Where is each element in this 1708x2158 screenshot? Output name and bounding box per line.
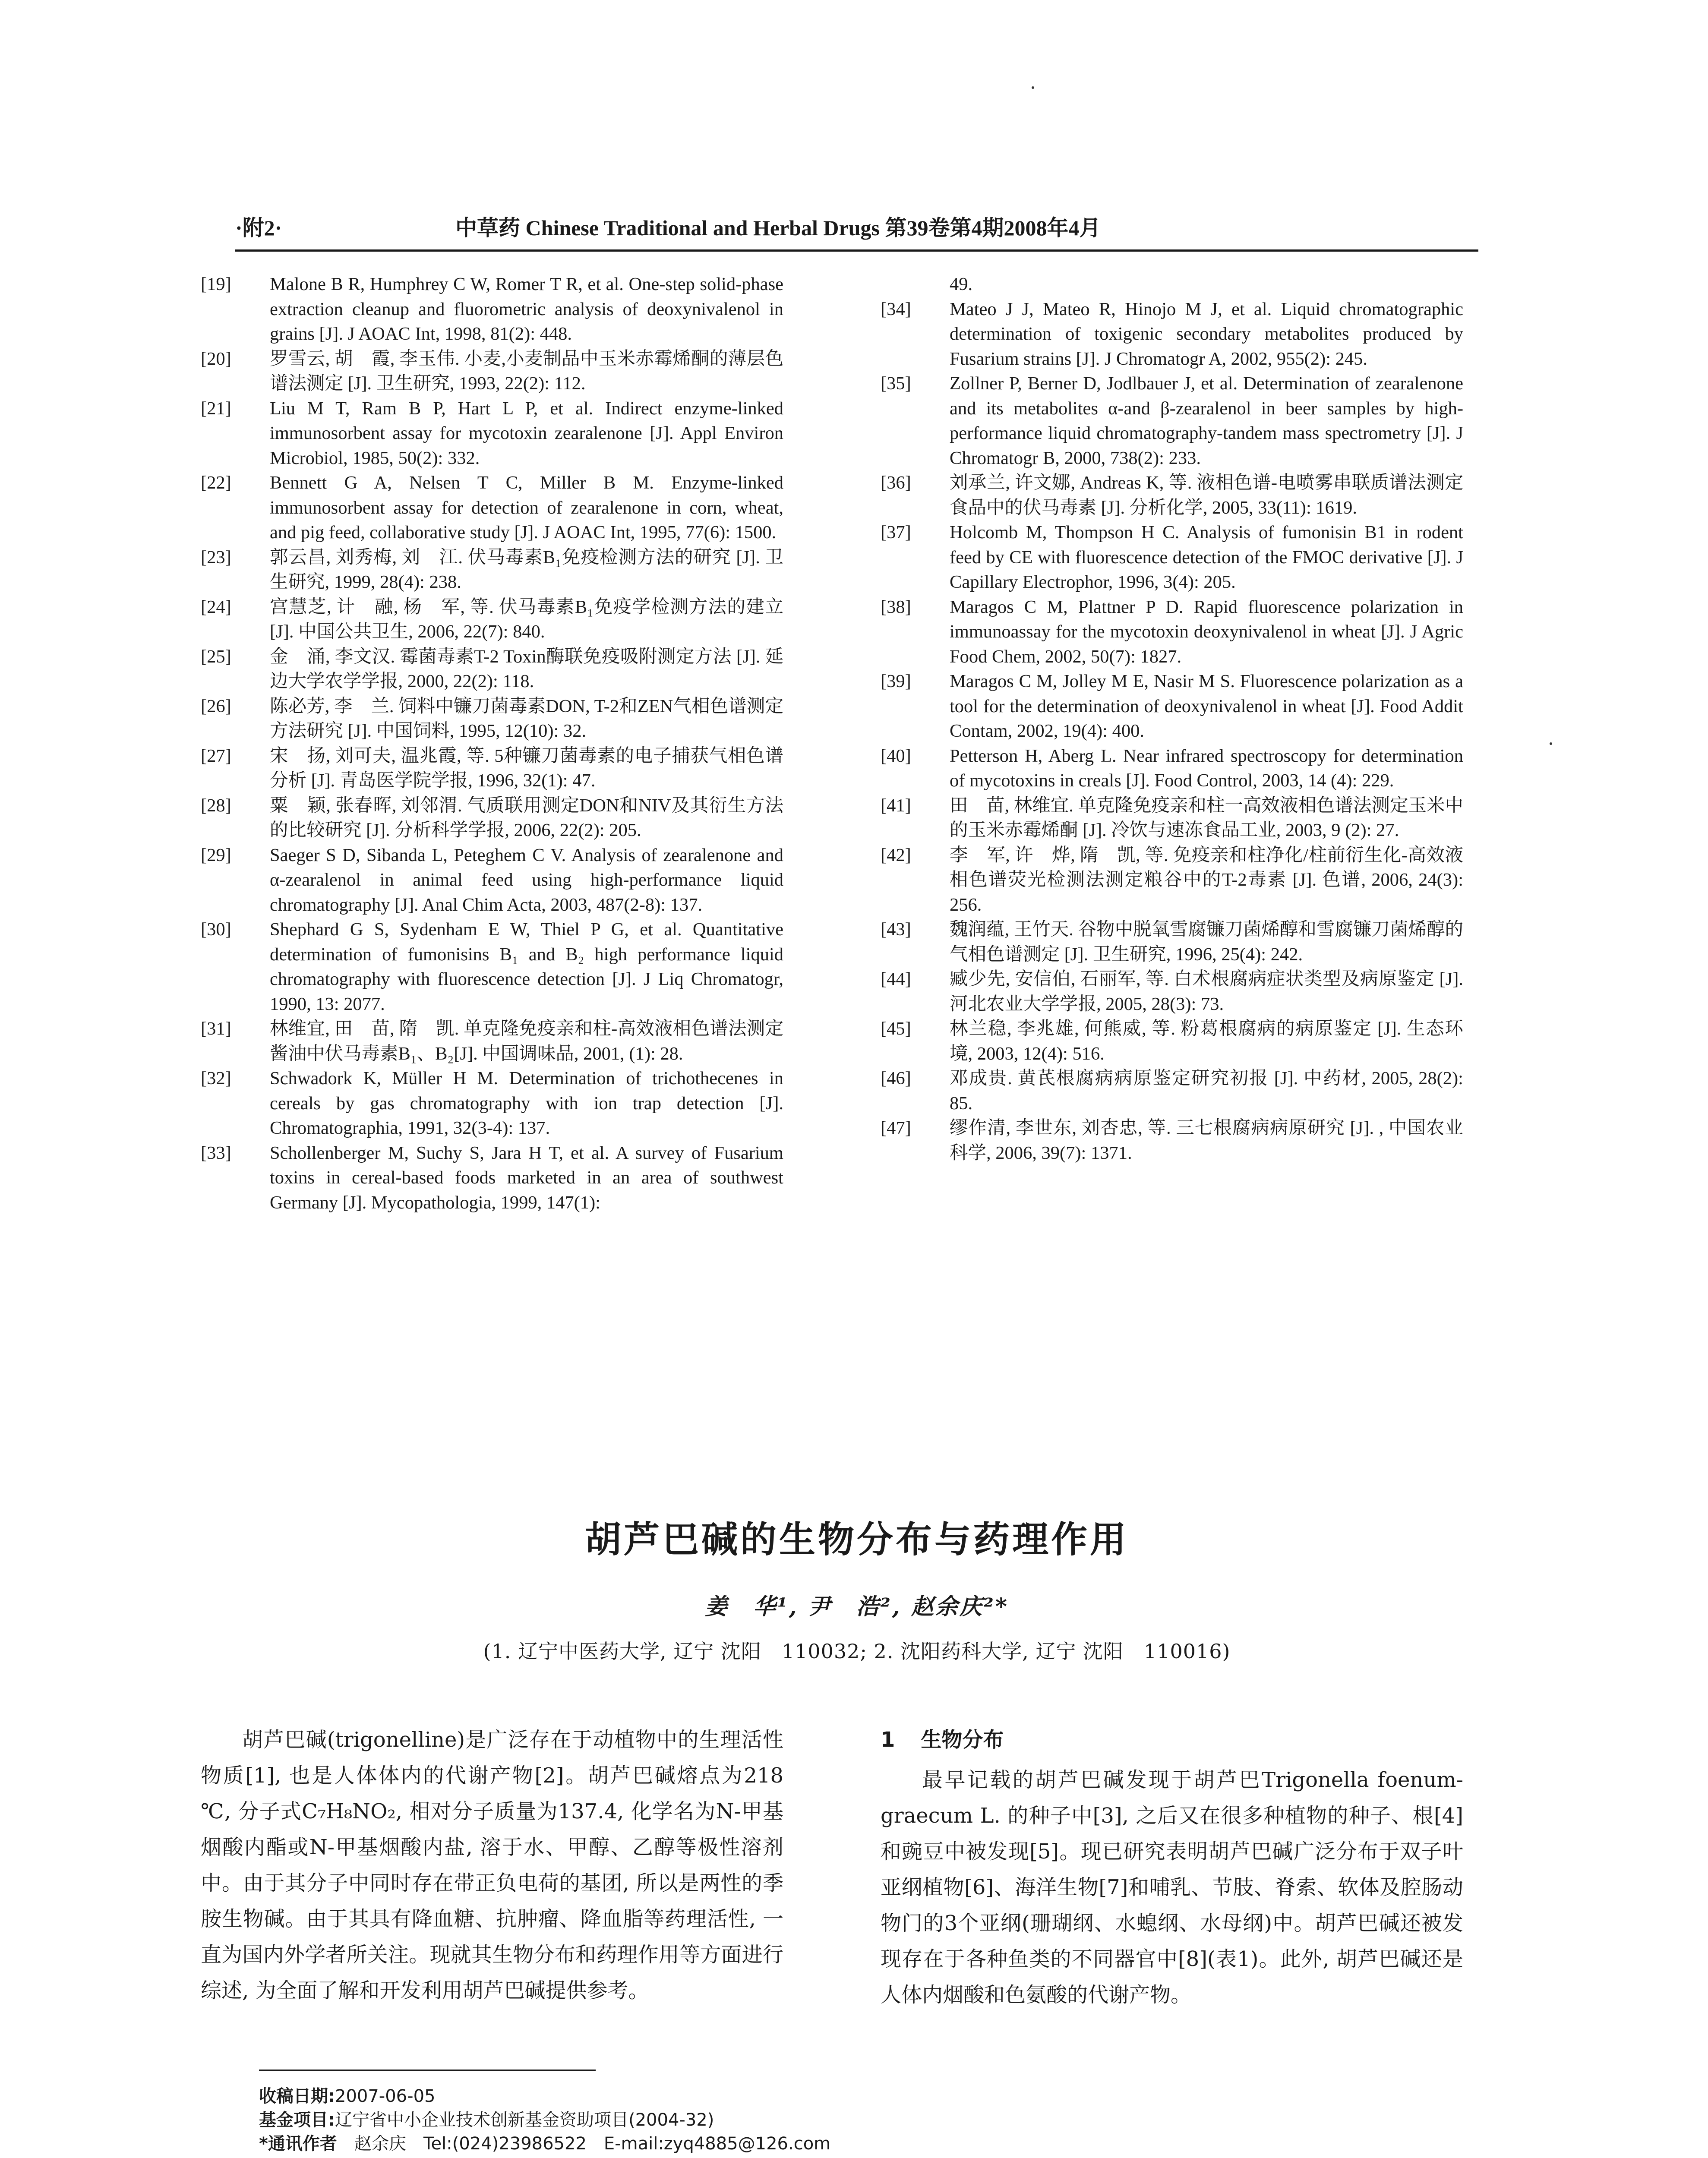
- reference-number: [36]: [881, 473, 911, 493]
- reference-text: 陈必芳, 李 兰. 饲料中镰刀菌毒素DON, T-2和ZEN气相色谱测定方法研究 [J]. 中国饲料, 1995, 12(10): 32.: [270, 696, 783, 741]
- reference-number: [27]: [201, 745, 231, 766]
- reference-text: Petterson H, Aberg L. Near infrared spectroscopy for determination of mycotoxins in creals [J]. Food Control, 2003, 14 (4): 229.: [950, 745, 1463, 791]
- reference-number: [26]: [201, 696, 231, 716]
- reference-number: [42]: [881, 845, 911, 865]
- references-right-column: [881, 272, 1463, 1165]
- reference-text: Maragos C M, Plattner P D. Rapid fluorescence polarization in immunoassay for the mycotoxin deoxynivalenol in wheat [J]. J Agric Food Chem, 2002, 50(7): 1827.: [950, 596, 1463, 667]
- reference-number: [20]: [201, 348, 231, 369]
- reference-number: [35]: [881, 373, 911, 394]
- fund-info: 基金项目:辽宁省中小企业技术创新基金资助项目(2004-32): [259, 2110, 714, 2130]
- reference-text: 林维宜, 田 苗, 隋 凯. 单克隆免疫亲和柱-高效液相色谱法测定酱油中伏马毒素B₁、B₂[J]. 中国调味品, 2001, (1): 28.: [270, 1019, 783, 1064]
- section-number: 1: [881, 1728, 895, 1752]
- section-heading: [881, 1722, 1463, 1758]
- reference-entry: [881, 595, 1463, 669]
- reference-entry: [201, 694, 783, 744]
- reference-number: [41]: [881, 795, 911, 816]
- article-title: 胡芦巴碱的生物分布与药理作用: [584, 1518, 1129, 1561]
- reference-text: 郭云昌, 刘秀梅, 刘 江. 伏马毒素B₁免疫检测方法的研究 [J]. 卫生研究, 1999, 28(4): 238.: [270, 547, 783, 592]
- reference-number: [37]: [881, 522, 911, 543]
- reference-entry: [881, 669, 1463, 744]
- scan-speck: [1550, 742, 1552, 745]
- reference-entry: [201, 1016, 783, 1066]
- journal-header: 中草药 Chinese Traditional and Herbal Drugs 第39卷第4期2008年4月: [455, 216, 1101, 240]
- running-header: [235, 207, 1478, 242]
- reference-number: [34]: [881, 299, 911, 319]
- reference-number: [44]: [881, 969, 911, 989]
- corresponding-author: *通讯作者 赵余庆 Tel:(024)23986522 E-mail:zyq4885@126.com: [259, 2134, 831, 2154]
- reference-text: Schwadork K, Müller H M. Determination of trichothecenes in cereals by gas chromatography with ion trap detection [J]. Chromatographia, 1991, 32(3-4): 137.: [270, 1068, 783, 1138]
- reference-number: [30]: [201, 919, 231, 940]
- reference-text: Saeger S D, Sibanda L, Peteghem C V. Analysis of zearalenone and α-zearalenol in animal feed using high-performance liquid chromatography [J]. Anal Chim Acta, 2003, 487(2-8): 137.: [270, 845, 783, 915]
- reference-number: [38]: [881, 596, 911, 617]
- reference-number: [39]: [881, 671, 911, 691]
- reference-entry: [201, 1066, 783, 1141]
- reference-text: Zollner P, Berner D, Jodlbauer J, et al. Determination of zearalenone and its metabolites α-and β-zearalenol in beer samples by high-performance liquid chromatography-tandem mass spectrometry [J]. J Chromatogr B, 2000, 738(2): 233.: [950, 373, 1463, 468]
- reference-text: 金 涌, 李文汉. 霉菌毒素T-2 Toxin酶联免疫吸附测定方法 [J]. 延边大学农学学报, 2000, 22(2): 118.: [270, 646, 783, 691]
- reference-text: Schollenberger M, Suchy S, Jara H T, et al. A survey of Fusarium toxins in cereal-based foods marketed in an area of southwest Germany [J]. Mycopathologia, 1999, 147(1):: [270, 1142, 783, 1213]
- reference-number: [32]: [201, 1068, 231, 1088]
- reference-entry: [201, 1141, 783, 1215]
- reference-text: Malone B R, Humphrey C W, Romer T R, et al. One-step solid-phase extraction cleanup and fluorometric analysis of deoxynivalenol in grains [J]. J AOAC Int, 1998, 81(2): 448.: [270, 274, 783, 344]
- footnote-rule: [259, 2070, 596, 2071]
- reference-text: Shephard G S, Sydenham E W, Thiel P G, et al. Quantitative determination of fumonisins B₁ and B₂ high performance liquid chromatography with fluorescence detection [J]. J Liq Chromatogr, 1990, 13: 2077.: [270, 919, 783, 1014]
- section-title: 生物分布: [921, 1728, 1004, 1752]
- reference-text: 宫慧芝, 计 融, 杨 军, 等. 伏马毒素B₁免疫学检测方法的建立 [J]. 中国公共卫生, 2006, 22(7): 840.: [270, 596, 783, 642]
- reference-entry: [201, 644, 783, 694]
- reference-entry: [201, 793, 783, 843]
- reference-entry: [881, 1066, 1463, 1116]
- article-affiliation: (1. 辽宁中医药大学, 辽宁 沈阳 110032; 2. 沈阳药科大学, 辽宁 沈阳 110016): [483, 1640, 1231, 1663]
- reference-text: 魏润蕴, 王竹天. 谷物中脱氧雪腐镰刀菌烯醇和雪腐镰刀菌烯醇的气相色谱测定 [J]. 卫生研究, 1996, 25(4): 242.: [950, 919, 1464, 965]
- reference-text: Bennett G A, Nelsen T C, Miller B M. Enzyme-linked immunosorbent assay for detection of zearalenone in corn, wheat, and pig feed, collaborative study [J]. J AOAC Int, 1995, 77(6): 1500.: [270, 473, 783, 543]
- reference-text: Holcomb M, Thompson H C. Analysis of fumonisin B1 in rodent feed by CE with fluorescence detection of the FMOC derivative [J]. J Capillary Electrophor, 1996, 3(4): 205.: [950, 522, 1463, 592]
- reference-entry: [201, 917, 783, 1016]
- reference-number: [47]: [881, 1118, 911, 1138]
- reference-entry: [881, 371, 1463, 470]
- reference-number: [22]: [201, 473, 231, 493]
- reference-text: 宋 扬, 刘可夫, 温兆霞, 等. 5种镰刀菌毒素的电子捕获气相色谱分析 [J]. 青岛医学院学报, 1996, 32(1): 47.: [270, 745, 783, 791]
- reference-entry: [881, 843, 1463, 918]
- reference-entry: [201, 347, 783, 396]
- reference-text: 臧少先, 安信伯, 石丽军, 等. 白术根腐病症状类型及病原鉴定 [J]. 河北农业大学学报, 2005, 28(3): 73.: [950, 969, 1463, 1014]
- reference-entry: [201, 470, 783, 545]
- reference-entry: [881, 967, 1463, 1016]
- reference-entry: [881, 793, 1463, 843]
- reference-number: [24]: [201, 596, 231, 617]
- reference-text: 罗雪云, 胡 霞, 李玉伟. 小麦,小麦制品中玉米赤霉烯酮的薄层色谱法测定 [J]. 卫生研究, 1993, 22(2): 112.: [270, 348, 783, 394]
- reference-text: 粟 颖, 张春晖, 刘邻渭. 气质联用测定DON和NIV及其衍生方法的比较研究 [J]. 分析科学学报, 2006, 22(2): 205.: [270, 795, 783, 840]
- reference-text: 林兰稳, 李兆雄, 何熊威, 等. 粉葛根腐病的病原鉴定 [J]. 生态环境, 2003, 12(4): 516.: [950, 1019, 1463, 1064]
- reference-entry: [201, 545, 783, 595]
- reference-entry: [881, 520, 1463, 595]
- reference-text: Maragos C M, Jolley M E, Nasir M S. Fluorescence polarization as a tool for the determination of deoxynivalenol in wheat [J]. Food Addit Contam, 2002, 19(4): 400.: [950, 671, 1463, 741]
- reference-number: [21]: [201, 398, 231, 419]
- reference-number: [19]: [201, 274, 231, 294]
- reference-continuation: 49.: [950, 274, 973, 294]
- reference-text: Liu M T, Ram B P, Hart L P, et al. Indirect enzyme-linked immunosorbent assay for mycotoxin zearalenone [J]. Appl Environ Microbiol, 1985, 50(2): 332.: [270, 398, 783, 468]
- intro-paragraph: 胡芦巴碱(trigonelline)是广泛存在于动植物中的生理活性物质[1], 也是人体体内的代谢产物[2]。胡芦巴碱熔点为218 ℃, 分子式C₇H₈NO₂, 相对分子质量为137.4, 化学名为N-甲基烟酸内酯或N-甲基烟酸内盐, 溶于水、甲醇、乙醇等极性溶剂中。由于其分子中同时存在带正负电荷的基团, 所以是两性的季胺生物碱。由于其具有降血糖、抗肿瘤、降血脂等药理活性, 一直为国内外学者所关注。现就其生物分布和药理作用等方面进行综述, 为全面了解和开发利用胡芦巴碱提供参考。: [201, 1728, 783, 2003]
- reference-number: [45]: [881, 1019, 911, 1039]
- section-paragraph: 最早记载的胡芦巴碱发现于胡芦巴Trigonella foenum-graecum L. 的种子中[3], 之后又在很多种植物的种子、根[4]和豌豆中被发现[5]。现已研究表明胡芦巴碱广泛分布于双子叶亚纲植物[6]、海洋生物[7]和哺乳、节肢、脊索、软体及腔肠动物门的3个亚纲(珊瑚纲、水螅纲、水母纲)中。胡芦巴碱还被发现存在于各种鱼类的不同器官中[8](表1)。此外, 胡芦巴碱还是人体内烟酸和色氨酸的代谢产物。: [881, 1768, 1463, 2007]
- page-label: ·附2·: [235, 216, 282, 240]
- reference-text: Mateo J J, Mateo R, Hinojo M J, et al. Liquid chromatographic determination of toxigenic secondary metabolites produced by Fusarium strains [J]. J Chromatogr A, 2002, 955(2): 245.: [950, 299, 1463, 369]
- reference-entry: [201, 396, 783, 471]
- reference-entry: [881, 744, 1463, 793]
- article-authors: 姜 华¹, 尹 浩², 赵余庆²*: [705, 1593, 1009, 1620]
- reference-number: [46]: [881, 1068, 911, 1088]
- reference-entry: [881, 917, 1463, 967]
- reference-number: [43]: [881, 919, 911, 940]
- reference-entry: [201, 272, 783, 347]
- reference-number: [25]: [201, 646, 231, 667]
- reference-number: [29]: [201, 845, 231, 865]
- reference-entry: [201, 744, 783, 793]
- reference-text: 刘承兰, 许文娜, Andreas K, 等. 液相色谱-电喷雾串联质谱法测定食品中的伏马毒素 [J]. 分析化学, 2005, 33(11): 1619.: [950, 473, 1463, 518]
- references-left-column: [201, 272, 783, 1215]
- reference-entry: [201, 843, 783, 918]
- reference-entry: [881, 297, 1463, 372]
- received-date: 收稿日期:2007-06-05: [259, 2086, 436, 2106]
- scan-speck: [1032, 86, 1034, 89]
- reference-entry: [881, 1016, 1463, 1066]
- reference-number: [31]: [201, 1019, 231, 1039]
- reference-number: [33]: [201, 1142, 231, 1163]
- section-biodistribution: [881, 1722, 1463, 2013]
- reference-number: [28]: [201, 795, 231, 816]
- reference-number: [23]: [201, 547, 231, 568]
- reference-text: 邓成贵. 黄芪根腐病病原鉴定研究初报 [J]. 中药材, 2005, 28(2): 85.: [950, 1068, 1463, 1114]
- reference-entry: [881, 1116, 1463, 1165]
- reference-text: 田 苗, 林维宜. 单克隆免疫亲和柱一高效液相色谱法测定玉米中的玉米赤霉烯酮 [J]. 冷饮与速冻食品工业, 2003, 9 (2): 27.: [950, 795, 1464, 840]
- reference-text: 李 军, 许 烨, 隋 凯, 等. 免疫亲和柱净化/柱前衍生化-高效液相色谱荧光检测法测定粮谷中的T-2毒素 [J]. 色谱, 2006, 24(3): 256.: [950, 845, 1463, 915]
- reference-entry: [881, 470, 1463, 520]
- reference-entry: [201, 595, 783, 644]
- header-rule: [235, 249, 1478, 252]
- reference-number: [40]: [881, 745, 911, 766]
- footnotes: [259, 2085, 1036, 2156]
- reference-text: 缪作清, 李世东, 刘杏忠, 等. 三七根腐病病原研究 [J]. , 中国农业科学, 2006, 39(7): 1371.: [950, 1118, 1463, 1163]
